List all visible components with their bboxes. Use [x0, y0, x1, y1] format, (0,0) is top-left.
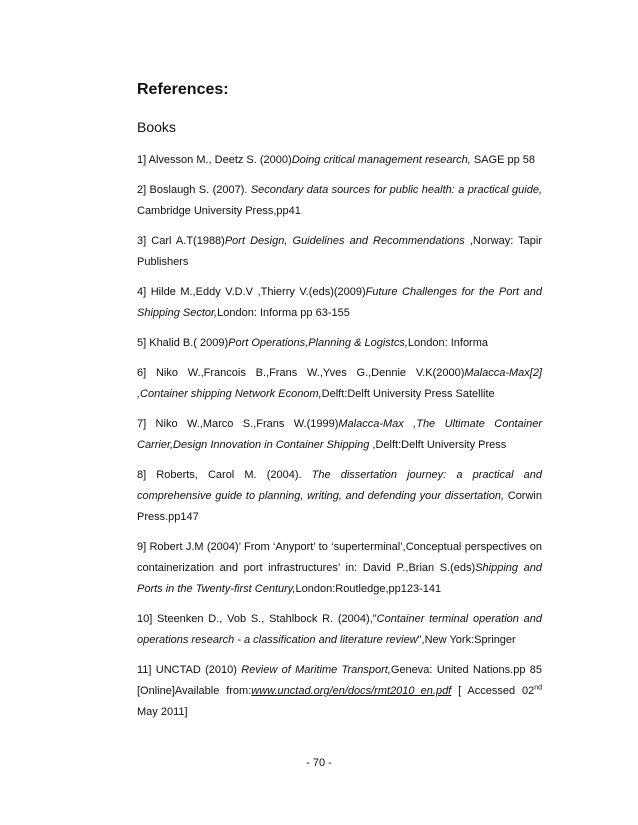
reference-text: 3] Carl A.T(1988)	[137, 235, 225, 247]
ordinal-superscript: nd	[534, 684, 543, 692]
reference-text: Corwin Press.pp147	[137, 490, 542, 523]
reference-item	[137, 150, 542, 171]
reference-title: Review of Maritime Transport,	[241, 664, 391, 676]
reference-item	[137, 363, 542, 405]
reference-item	[137, 609, 542, 651]
reference-title: The dissertation journey: a practical and comprehensive guide to planning, writing, and defending your dissertation,	[137, 469, 542, 502]
reference-title: Port Operations,Planning & Logistcs,	[228, 337, 408, 349]
reference-text: Cambridge University Press,pp41	[137, 205, 301, 217]
reference-text: 7] Niko W.,Marco S.,Frans W.(1999)	[137, 418, 339, 430]
reference-text: ,Delft:Delft University Press	[369, 439, 507, 451]
reference-text: 9] Robert J.M (2004)’ From ‘Anyport’ to ‘superterminal’,Conceptual perspectives on containerization and port infrastructures’ in: David P.,Brian S.(eds)	[137, 541, 542, 574]
reference-item	[137, 282, 542, 324]
reference-text: May 2011]	[137, 706, 188, 718]
reference-title: Future Challenges for the Port and Shipping Sector,	[137, 286, 542, 319]
reference-text: 1] Alvesson M., Deetz S. (2000)	[137, 154, 292, 166]
page-number: - 70 -	[306, 757, 332, 769]
reference-item	[137, 333, 542, 354]
reference-item	[137, 414, 542, 456]
reference-text: London:Routledge,pp123-141	[295, 583, 442, 595]
reference-text: 10] Steenken D., Vob S., Stahlbock R. (2004),"	[137, 613, 377, 625]
reference-text: [ Accessed 02	[451, 685, 535, 697]
reference-item	[137, 465, 542, 528]
reference-title: Malacca-Max ,The Ultimate Container Carrier,Design Innovation in Container Shipping	[137, 418, 542, 451]
reference-text: 5] Khalid B.( 2009)	[137, 337, 229, 349]
reference-text: SAGE pp 58	[470, 154, 536, 166]
reference-item	[137, 231, 542, 273]
reference-text: 2] Boslaugh S. (2007).	[137, 184, 251, 196]
reference-item	[137, 660, 542, 723]
reference-title: Container terminal operation and operations research - a classification and literature review	[137, 613, 543, 646]
reference-title: Malacca-Max[2] ,Container shipping Network Econom,	[137, 367, 542, 400]
reference-text: 8] Roberts, Carol M. (2004).	[137, 469, 312, 481]
reference-text: 11] UNCTAD (2010)	[137, 664, 242, 676]
reference-list	[137, 150, 542, 732]
reference-text: ",New York:Springer	[417, 634, 516, 646]
reference-item	[137, 180, 542, 222]
reference-text: London: Informa pp 63-155	[217, 307, 350, 319]
reference-title: Port Design, Guidelines and Recommendations	[224, 235, 465, 247]
unctad-report-link[interactable]: www.unctad.org/en/docs/rmt2010_en.pdf	[251, 685, 452, 697]
reference-title: Secondary data sources for public health: a practical guide,	[250, 184, 543, 196]
reference-text: 4] Hilde M.,Eddy V.D.V ,Thierry V.(eds)(2009)	[137, 286, 366, 298]
reference-text: 6] Niko W.,Francois B.,Frans W.,Yves G.,Dennie V.K(2000)	[137, 367, 465, 379]
reference-text: Delft:Delft University Press Satellite	[321, 388, 495, 400]
reference-text: ,Norway: Tapir Publishers	[137, 235, 542, 268]
reference-title: Shipping and Ports in the Twenty-first Century,	[137, 562, 542, 595]
reference-text: London: Informa	[407, 337, 489, 349]
reference-text: Geneva: United Nations.pp 85 [Online]Available from:	[137, 664, 543, 697]
reference-item	[137, 537, 542, 600]
references-heading: References:	[137, 81, 229, 98]
reference-title: Doing critical management research,	[291, 154, 471, 166]
books-subheading: Books	[137, 119, 176, 135]
